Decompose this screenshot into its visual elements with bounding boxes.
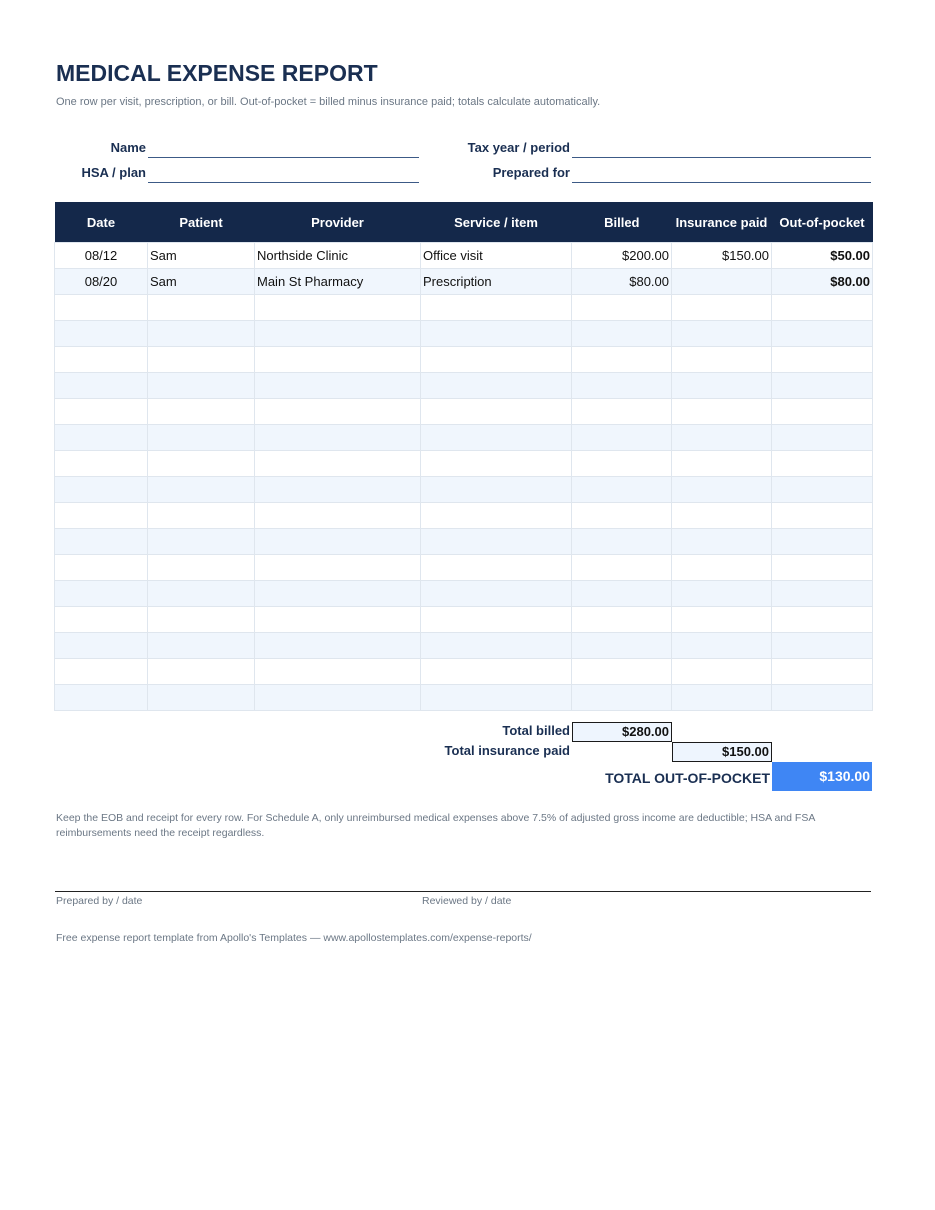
date-cell[interactable] — [55, 607, 148, 633]
billed-cell[interactable] — [572, 321, 672, 347]
table-row — [55, 607, 873, 633]
service-cell[interactable] — [421, 425, 572, 451]
patient-cell[interactable]: Sam — [148, 269, 255, 295]
total-out-of-pocket-value: $130.00 — [772, 762, 872, 791]
patient-cell[interactable] — [148, 295, 255, 321]
out-of-pocket-cell[interactable] — [772, 477, 873, 503]
hsa-plan-label: HSA / plan — [81, 165, 146, 180]
table-row — [55, 347, 873, 373]
expense-table — [54, 202, 873, 711]
date-cell[interactable] — [55, 529, 148, 555]
signature-line — [55, 891, 871, 892]
patient-cell[interactable] — [148, 399, 255, 425]
provider-cell[interactable] — [255, 399, 421, 425]
insurance-paid-cell[interactable] — [672, 425, 772, 451]
footer-credit: Free expense report template from Apollo's Templates — www.apollostemplates.com/expense-reports/ — [56, 932, 532, 944]
patient-cell[interactable] — [148, 451, 255, 477]
date-cell[interactable] — [55, 581, 148, 607]
table-header-row — [55, 202, 873, 243]
service-cell[interactable] — [421, 503, 572, 529]
billed-cell[interactable]: $80.00 — [572, 269, 672, 295]
date-cell[interactable] — [55, 633, 148, 659]
billed-cell[interactable] — [572, 295, 672, 321]
prepared-for-field[interactable] — [572, 167, 871, 183]
provider-cell[interactable] — [255, 321, 421, 347]
billed-cell[interactable] — [572, 581, 672, 607]
total-billed-label: Total billed — [502, 723, 570, 738]
insurance-paid-cell[interactable] — [672, 685, 772, 711]
insurance-paid-cell[interactable]: $150.00 — [672, 243, 772, 269]
patient-cell[interactable] — [148, 659, 255, 685]
provider-cell[interactable] — [255, 633, 421, 659]
out-of-pocket-cell[interactable] — [772, 633, 873, 659]
date-cell[interactable]: 08/12 — [55, 243, 148, 269]
date-cell[interactable] — [55, 425, 148, 451]
insurance-paid-cell[interactable] — [672, 555, 772, 581]
billed-cell[interactable] — [572, 399, 672, 425]
column-header-service: Service / item — [421, 202, 572, 243]
prepared-by-label: Prepared by / date — [56, 895, 143, 907]
insurance-paid-cell[interactable] — [672, 659, 772, 685]
provider-cell[interactable] — [255, 503, 421, 529]
column-header-patient: Patient — [148, 202, 255, 243]
out-of-pocket-cell[interactable] — [772, 399, 873, 425]
patient-cell[interactable] — [148, 425, 255, 451]
name-field[interactable] — [148, 142, 419, 158]
service-cell[interactable] — [421, 373, 572, 399]
column-header-date: Date — [55, 202, 148, 243]
deduction-note: Keep the EOB and receipt for every row. For Schedule A, only unreimbursed medical expenses above 7.5% of adjusted gross income are deductible; HSA and FSA reimbursements need the receipt regardless. — [56, 812, 815, 839]
service-cell[interactable] — [421, 529, 572, 555]
billed-cell[interactable] — [572, 659, 672, 685]
provider-cell[interactable]: Main St Pharmacy — [255, 269, 421, 295]
insurance-paid-cell[interactable] — [672, 581, 772, 607]
out-of-pocket-cell[interactable] — [772, 581, 873, 607]
table-row — [55, 503, 873, 529]
provider-cell[interactable] — [255, 581, 421, 607]
provider-cell[interactable] — [255, 477, 421, 503]
date-cell[interactable]: 08/20 — [55, 269, 148, 295]
billed-cell[interactable] — [572, 373, 672, 399]
provider-cell[interactable] — [255, 659, 421, 685]
insurance-paid-cell[interactable] — [672, 477, 772, 503]
billed-cell[interactable] — [572, 425, 672, 451]
billed-cell[interactable] — [572, 555, 672, 581]
billed-cell[interactable] — [572, 451, 672, 477]
insurance-paid-cell[interactable] — [672, 503, 772, 529]
out-of-pocket-cell[interactable] — [772, 529, 873, 555]
table-row — [55, 477, 873, 503]
date-cell[interactable] — [55, 503, 148, 529]
service-cell[interactable] — [421, 607, 572, 633]
service-cell[interactable] — [421, 685, 572, 711]
insurance-paid-cell[interactable] — [672, 399, 772, 425]
provider-cell[interactable] — [255, 685, 421, 711]
billed-cell[interactable] — [572, 685, 672, 711]
tax-year-label: Tax year / period — [467, 140, 570, 155]
insurance-paid-cell[interactable] — [672, 451, 772, 477]
total-insurance-value: $150.00 — [672, 742, 772, 762]
patient-cell[interactable] — [148, 321, 255, 347]
table-row — [55, 581, 873, 607]
insurance-paid-cell[interactable] — [672, 347, 772, 373]
table-row — [55, 659, 873, 685]
insurance-paid-cell[interactable] — [672, 373, 772, 399]
service-cell[interactable] — [421, 399, 572, 425]
insurance-paid-cell[interactable] — [672, 321, 772, 347]
date-cell[interactable] — [55, 399, 148, 425]
table-row — [55, 555, 873, 581]
date-cell[interactable] — [55, 685, 148, 711]
insurance-paid-cell[interactable] — [672, 269, 772, 295]
billed-cell[interactable] — [572, 529, 672, 555]
insurance-paid-cell[interactable] — [672, 529, 772, 555]
billed-cell[interactable] — [572, 503, 672, 529]
patient-cell[interactable]: Sam — [148, 243, 255, 269]
service-cell[interactable] — [421, 347, 572, 373]
provider-cell[interactable] — [255, 425, 421, 451]
out-of-pocket-cell[interactable]: $50.00 — [772, 243, 873, 269]
column-header-insurance-paid: Insurance paid — [672, 202, 772, 243]
out-of-pocket-cell[interactable] — [772, 451, 873, 477]
service-cell[interactable] — [421, 555, 572, 581]
date-cell[interactable] — [55, 659, 148, 685]
out-of-pocket-cell[interactable]: $80.00 — [772, 269, 873, 295]
date-cell[interactable] — [55, 373, 148, 399]
date-cell[interactable] — [55, 555, 148, 581]
table-body — [55, 243, 873, 711]
service-cell[interactable] — [421, 321, 572, 347]
provider-cell[interactable] — [255, 373, 421, 399]
service-cell[interactable] — [421, 581, 572, 607]
table-row — [55, 295, 873, 321]
out-of-pocket-cell[interactable] — [772, 659, 873, 685]
patient-cell[interactable] — [148, 477, 255, 503]
out-of-pocket-cell[interactable] — [772, 321, 873, 347]
table-row — [55, 373, 873, 399]
date-cell[interactable] — [55, 451, 148, 477]
column-header-out-of-pocket: Out-of-pocket — [772, 202, 873, 243]
date-cell[interactable] — [55, 477, 148, 503]
patient-cell[interactable] — [148, 529, 255, 555]
provider-cell[interactable] — [255, 607, 421, 633]
insurance-paid-cell[interactable] — [672, 295, 772, 321]
column-header-billed: Billed — [572, 202, 672, 243]
patient-cell[interactable] — [148, 633, 255, 659]
out-of-pocket-cell[interactable] — [772, 503, 873, 529]
page-title: MEDICAL EXPENSE REPORT — [56, 60, 378, 86]
date-cell[interactable] — [55, 295, 148, 321]
table-row — [55, 425, 873, 451]
table-row — [55, 399, 873, 425]
service-cell[interactable]: Prescription — [421, 269, 572, 295]
out-of-pocket-cell[interactable] — [772, 425, 873, 451]
table-row — [55, 243, 873, 269]
patient-cell[interactable] — [148, 503, 255, 529]
reviewed-by-label: Reviewed by / date — [422, 895, 512, 907]
patient-cell[interactable] — [148, 555, 255, 581]
billed-cell[interactable]: $200.00 — [572, 243, 672, 269]
table-row — [55, 269, 873, 295]
prepared-for-label: Prepared for — [492, 165, 570, 180]
service-cell[interactable] — [421, 633, 572, 659]
table-row — [55, 633, 873, 659]
service-cell[interactable]: Office visit — [421, 243, 572, 269]
provider-cell[interactable] — [255, 295, 421, 321]
service-cell[interactable] — [421, 659, 572, 685]
billed-cell[interactable] — [572, 477, 672, 503]
column-header-provider: Provider — [255, 202, 421, 243]
service-cell[interactable] — [421, 295, 572, 321]
billed-cell[interactable] — [572, 347, 672, 373]
provider-cell[interactable] — [255, 347, 421, 373]
insurance-paid-cell[interactable] — [672, 607, 772, 633]
total-out-of-pocket-label: TOTAL OUT-OF-POCKET — [605, 770, 770, 786]
out-of-pocket-cell[interactable] — [772, 295, 873, 321]
table-row — [55, 321, 873, 347]
service-cell[interactable] — [421, 477, 572, 503]
patient-cell[interactable] — [148, 581, 255, 607]
out-of-pocket-cell[interactable] — [772, 607, 873, 633]
page-subtitle: One row per visit, prescription, or bill. Out-of-pocket = billed minus insurance paid; totals calculate automatically. — [56, 96, 601, 108]
out-of-pocket-cell[interactable] — [772, 685, 873, 711]
service-cell[interactable] — [421, 451, 572, 477]
out-of-pocket-cell[interactable] — [772, 373, 873, 399]
table-row — [55, 529, 873, 555]
tax-year-field[interactable] — [572, 142, 871, 158]
patient-cell[interactable] — [148, 347, 255, 373]
insurance-paid-cell[interactable] — [672, 633, 772, 659]
patient-cell[interactable] — [148, 685, 255, 711]
date-cell[interactable] — [55, 347, 148, 373]
out-of-pocket-cell[interactable] — [772, 347, 873, 373]
total-billed-value: $280.00 — [572, 722, 672, 742]
hsa-plan-field[interactable] — [148, 167, 419, 183]
provider-cell[interactable] — [255, 529, 421, 555]
table-row — [55, 685, 873, 711]
provider-cell[interactable]: Northside Clinic — [255, 243, 421, 269]
name-label: Name — [110, 140, 146, 155]
patient-cell[interactable] — [148, 607, 255, 633]
date-cell[interactable] — [55, 321, 148, 347]
billed-cell[interactable] — [572, 607, 672, 633]
table-row — [55, 451, 873, 477]
out-of-pocket-cell[interactable] — [772, 555, 873, 581]
billed-cell[interactable] — [572, 633, 672, 659]
provider-cell[interactable] — [255, 451, 421, 477]
provider-cell[interactable] — [255, 555, 421, 581]
patient-cell[interactable] — [148, 373, 255, 399]
total-insurance-label: Total insurance paid — [444, 743, 570, 758]
